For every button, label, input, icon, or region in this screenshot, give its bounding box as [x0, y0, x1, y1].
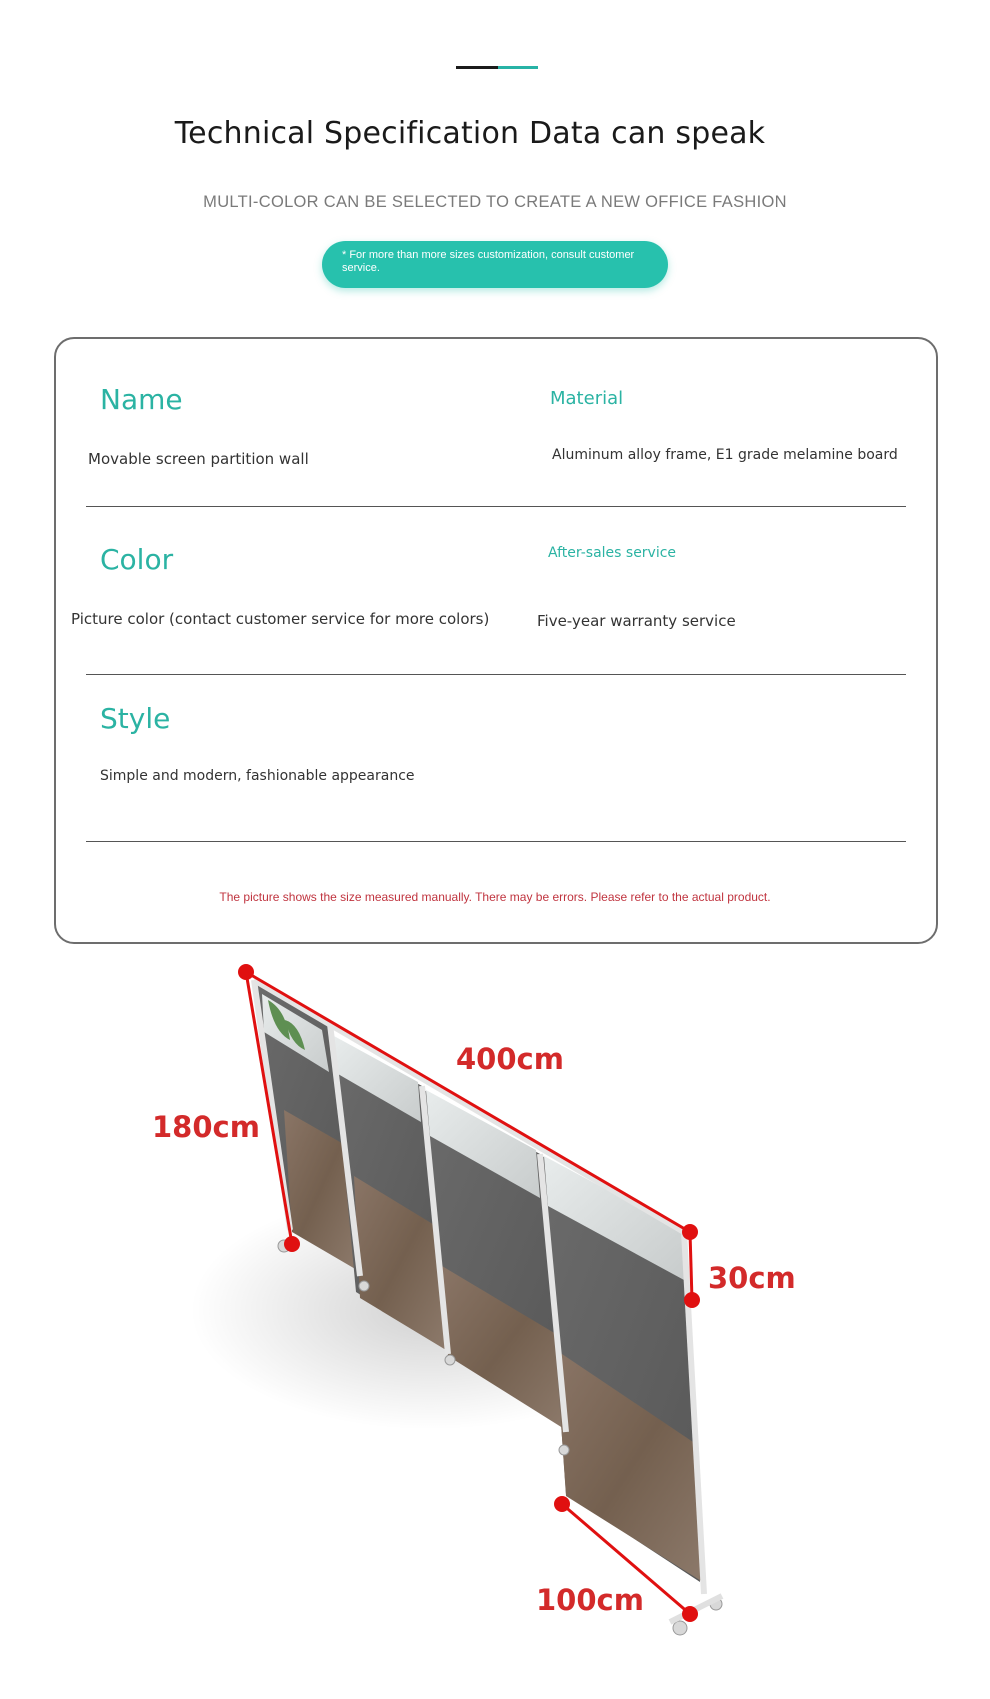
- spec-color-label: Color: [100, 543, 174, 576]
- dimension-depth-label: 100cm: [536, 1583, 644, 1617]
- spec-divider: [86, 674, 906, 675]
- page-subtitle: MULTI-COLOR CAN BE SELECTED TO CREATE A NEW OFFICE FASHION: [203, 193, 787, 211]
- dimension-height-label: 180cm: [152, 1110, 260, 1144]
- page-title: Technical Specification Data can speak: [174, 116, 766, 151]
- spec-divider: [86, 841, 906, 842]
- spec-name-value: Movable screen partition wall: [88, 450, 309, 468]
- spec-style-label: Style: [100, 702, 171, 735]
- spec-aftersales-label: After-sales service: [548, 545, 677, 561]
- spec-card: [54, 337, 938, 944]
- spec-disclaimer: The picture shows the size measured manually. There may be errors. Please refer to the actual product.: [219, 890, 771, 904]
- partition-panel: [542, 1156, 706, 1584]
- spec-aftersales-value: Five-year warranty service: [537, 612, 736, 630]
- spec-color-value: Picture color (contact customer service for more colors): [71, 610, 490, 628]
- header-accent-bar-teal: [498, 66, 538, 69]
- customization-notice-pill: * For more than more sizes customization, consult customer service.: [322, 241, 668, 288]
- spec-divider: [86, 506, 906, 507]
- spec-name-label: Name: [100, 383, 183, 416]
- spec-material-value: Aluminum alloy frame, E1 grade melamine board: [552, 447, 898, 463]
- spec-material-label: Material: [550, 388, 624, 409]
- header-accent-bar-dark: [456, 66, 498, 69]
- dimension-length-label: 400cm: [456, 1042, 564, 1076]
- spec-style-value: Simple and modern, fashionable appearance: [100, 768, 415, 784]
- dimension-top-panel-label: 30cm: [708, 1261, 796, 1295]
